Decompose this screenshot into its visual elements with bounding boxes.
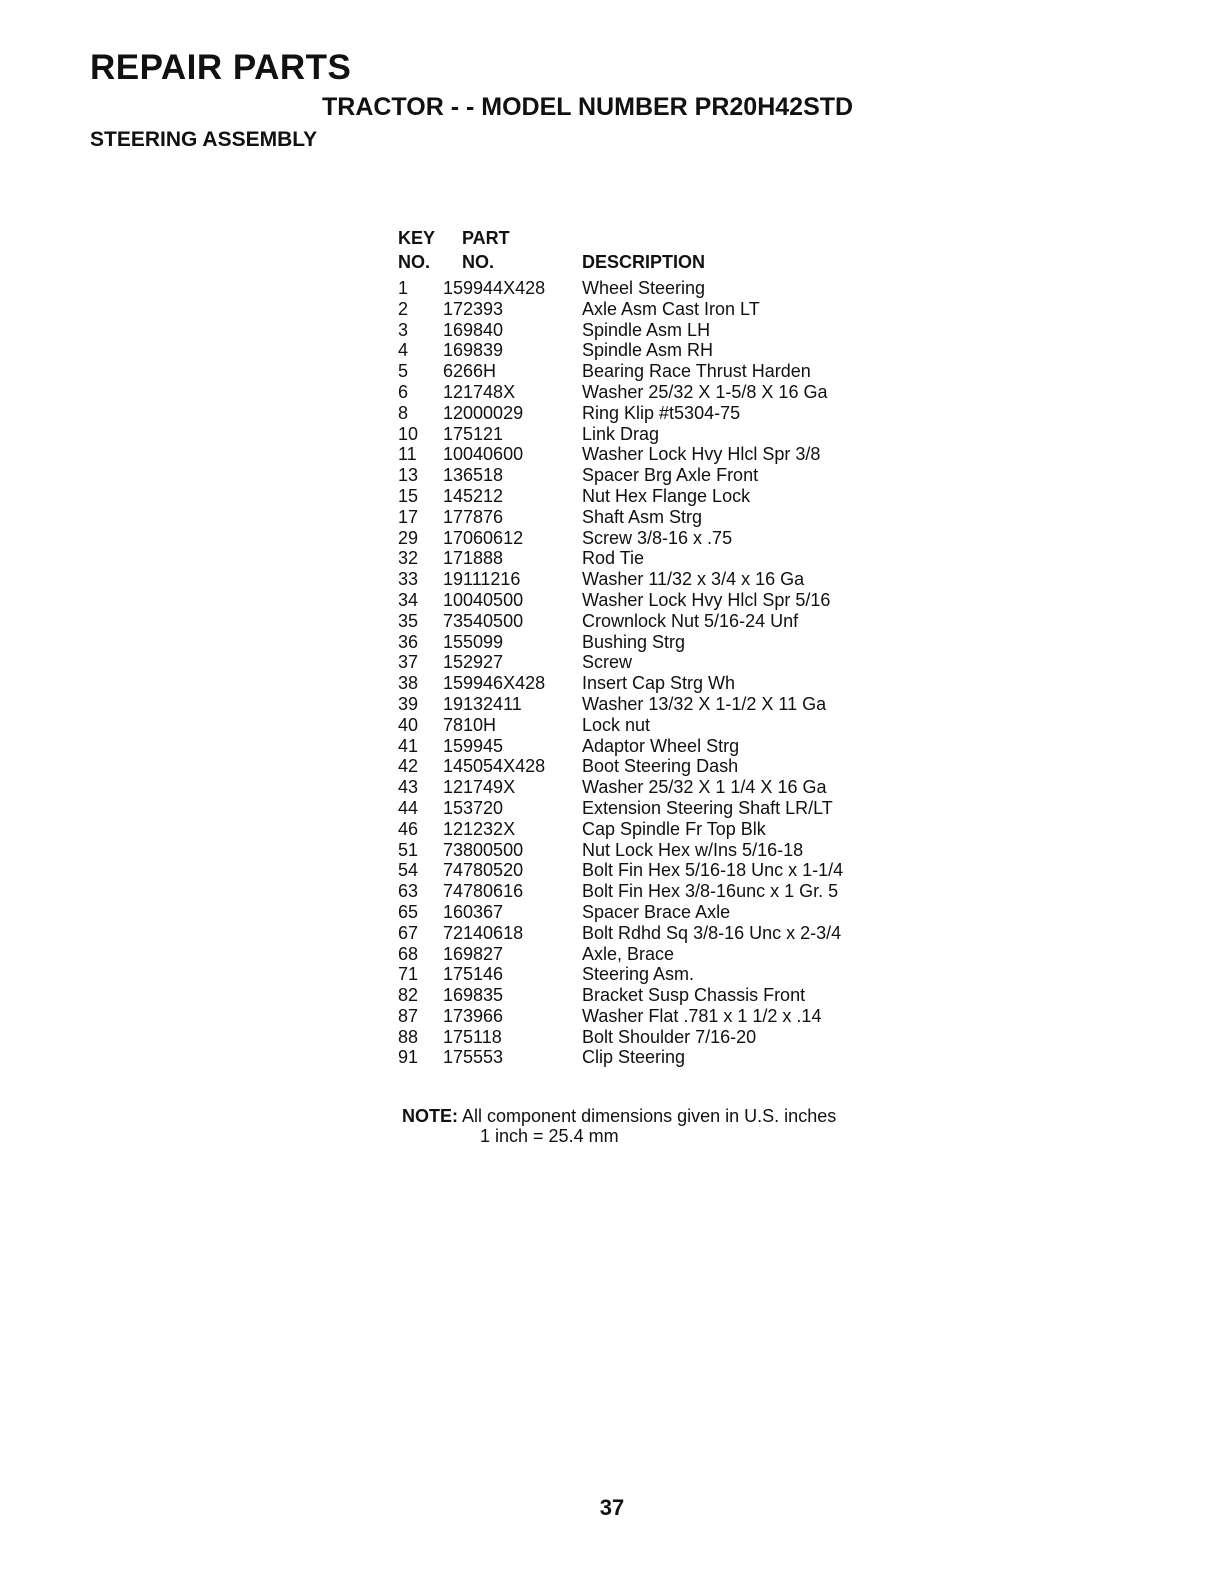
key-no: 34 xyxy=(398,589,419,610)
part-no: 159946X428 xyxy=(443,673,546,694)
part-no: 121748X xyxy=(443,381,516,402)
description: Insert Cap Strg Wh xyxy=(582,673,736,694)
description: Screw 3/8-16 x .75 xyxy=(582,527,733,548)
key-no: 54 xyxy=(398,860,419,881)
page-title: REPAIR PARTS xyxy=(90,48,352,87)
col-part-header-line2: NO. xyxy=(462,252,495,272)
part-no: 10040600 xyxy=(443,444,524,465)
key-no: 88 xyxy=(398,1026,419,1047)
description: Screw xyxy=(582,652,633,673)
part-no: 175146 xyxy=(443,964,504,985)
key-no: 15 xyxy=(398,485,419,506)
key-no: 1 xyxy=(398,278,409,298)
part-no: 171888 xyxy=(443,548,504,569)
key-no: 41 xyxy=(398,735,419,756)
key-no: 71 xyxy=(398,964,419,985)
key-no: 11 xyxy=(398,444,417,465)
key-no: 68 xyxy=(398,943,419,964)
col-key-header-line2: NO. xyxy=(398,252,431,272)
note-line1: All component dimensions given in U.S. inches xyxy=(462,1106,837,1126)
description: Nut Hex Flange Lock xyxy=(582,485,751,506)
page-number: 37 xyxy=(599,1495,625,1520)
part-no: 173966 xyxy=(443,1005,504,1026)
description: Spindle Asm LH xyxy=(582,319,711,340)
key-no: 2 xyxy=(398,298,409,319)
key-no: 42 xyxy=(398,756,419,777)
part-no: 169839 xyxy=(443,340,504,361)
part-no: 145054X428 xyxy=(443,756,546,777)
description: Clip Steering xyxy=(582,1047,686,1068)
key-no: 33 xyxy=(398,569,419,590)
key-no: 6 xyxy=(398,381,409,402)
description: Washer Lock Hvy Hlcl Spr 3/8 xyxy=(582,444,821,465)
description: Nut Lock Hex w/Ins 5/16-18 xyxy=(582,839,804,860)
part-no: 155099 xyxy=(443,631,504,652)
description: Washer 25/32 X 1 1/4 X 16 Ga xyxy=(582,777,827,798)
description: Spacer Brace Axle xyxy=(582,901,731,922)
key-no: 37 xyxy=(398,652,419,673)
part-no: 6266H xyxy=(443,361,497,382)
description: Washer 25/32 X 1-5/8 X 16 Ga xyxy=(582,381,828,402)
description: Axle, Brace xyxy=(582,943,675,964)
description: Wheel Steering xyxy=(582,278,706,298)
description: Boot Steering Dash xyxy=(582,756,739,777)
key-no: 91 xyxy=(398,1047,419,1068)
part-no: 17060612 xyxy=(443,527,524,548)
part-no: 169827 xyxy=(443,943,504,964)
note xyxy=(402,1106,836,1146)
part-no: 19111216 xyxy=(443,569,521,590)
description: Axle Asm Cast Iron LT xyxy=(582,298,760,319)
part-no: 72140618 xyxy=(443,922,524,943)
description: Washer Lock Hvy Hlcl Spr 5/16 xyxy=(582,589,831,610)
section-title: STEERING ASSEMBLY xyxy=(90,128,318,151)
part-no: 153720 xyxy=(443,797,504,818)
col-key-header-line1: KEY xyxy=(398,228,436,248)
key-no: 32 xyxy=(398,548,419,569)
description: Cap Spindle Fr Top Blk xyxy=(582,818,766,839)
part-no: 175553 xyxy=(443,1047,504,1068)
note-label: NOTE: xyxy=(402,1106,458,1126)
part-no: 74780520 xyxy=(443,860,524,881)
key-no: 44 xyxy=(398,797,419,818)
description: Bolt Rdhd Sq 3/8-16 Unc x 2-3/4 xyxy=(582,922,842,943)
part-no: 121749X xyxy=(443,777,516,798)
description: Extension Steering Shaft LR/LT xyxy=(582,797,833,818)
key-no: 67 xyxy=(398,922,419,943)
part-no: 136518 xyxy=(443,465,504,486)
key-no: 13 xyxy=(398,465,419,486)
part-no: 172393 xyxy=(443,298,504,319)
key-no: 82 xyxy=(398,985,419,1006)
part-no: 7810H xyxy=(443,714,497,735)
key-no: 10 xyxy=(398,423,419,444)
description: Rod Tie xyxy=(582,548,645,569)
description: Ring Klip #t5304-75 xyxy=(582,402,741,423)
description: Spindle Asm RH xyxy=(582,340,714,361)
description: Shaft Asm Strg xyxy=(582,506,703,527)
description: Washer 11/32 x 3/4 x 16 Ga xyxy=(582,569,805,590)
part-no: 12000029 xyxy=(443,402,524,423)
key-no: 63 xyxy=(398,881,419,902)
key-no: 87 xyxy=(398,1005,419,1026)
part-no: 159945 xyxy=(443,735,504,756)
description: Bolt Fin Hex 3/8-16unc x 1 Gr. 5 xyxy=(582,881,839,902)
col-desc-header: DESCRIPTION xyxy=(582,252,706,272)
description: Link Drag xyxy=(582,423,660,444)
description: Washer Flat .781 x 1 1/2 x .14 xyxy=(582,1005,822,1026)
part-no: 73540500 xyxy=(443,610,524,631)
key-no: 29 xyxy=(398,527,419,548)
description: Bushing Strg xyxy=(582,631,686,652)
note-line2: 1 inch = 25.4 mm xyxy=(480,1126,619,1146)
description: Steering Asm. xyxy=(582,964,695,985)
description: Bearing Race Thrust Harden xyxy=(582,361,811,382)
key-no: 17 xyxy=(398,506,419,527)
model-subtitle: TRACTOR - - MODEL NUMBER PR20H42STD xyxy=(322,93,854,121)
description: Lock nut xyxy=(582,714,651,735)
description: Crownlock Nut 5/16-24 Unf xyxy=(582,610,799,631)
key-no: 35 xyxy=(398,610,419,631)
col-part-header-line1: PART xyxy=(462,228,510,248)
part-no: 10040500 xyxy=(443,589,524,610)
part-no: 177876 xyxy=(443,506,504,527)
description: Washer 13/32 X 1-1/2 X 11 Ga xyxy=(582,693,827,714)
part-no: 175121 xyxy=(443,423,504,444)
key-no: 51 xyxy=(398,839,419,860)
key-no: 36 xyxy=(398,631,419,652)
key-no: 65 xyxy=(398,901,419,922)
description: Spacer Brg Axle Front xyxy=(582,465,759,486)
key-no: 40 xyxy=(398,714,419,735)
part-no: 169840 xyxy=(443,319,504,340)
part-no: 159944X428 xyxy=(443,278,546,298)
key-no: 43 xyxy=(398,777,419,798)
part-no: 175118 xyxy=(443,1026,502,1047)
description: Bolt Shoulder 7/16-20 xyxy=(582,1026,757,1047)
key-no: 39 xyxy=(398,693,419,714)
part-no: 152927 xyxy=(443,652,504,673)
part-no: 169835 xyxy=(443,985,504,1006)
part-no: 145212 xyxy=(443,485,504,506)
part-no: 19132411 xyxy=(443,693,522,714)
key-no: 3 xyxy=(398,319,409,340)
description: Adaptor Wheel Strg xyxy=(582,735,740,756)
description: Bracket Susp Chassis Front xyxy=(582,985,806,1006)
key-no: 38 xyxy=(398,673,419,694)
key-no: 8 xyxy=(398,402,409,423)
part-no: 121232X xyxy=(443,818,516,839)
part-no: 74780616 xyxy=(443,881,524,902)
key-no: 46 xyxy=(398,818,419,839)
key-no: 5 xyxy=(398,361,409,382)
part-no: 73800500 xyxy=(443,839,524,860)
key-no: 4 xyxy=(398,340,409,361)
part-no: 160367 xyxy=(443,901,504,922)
description: Bolt Fin Hex 5/16-18 Unc x 1-1/4 xyxy=(582,860,844,881)
